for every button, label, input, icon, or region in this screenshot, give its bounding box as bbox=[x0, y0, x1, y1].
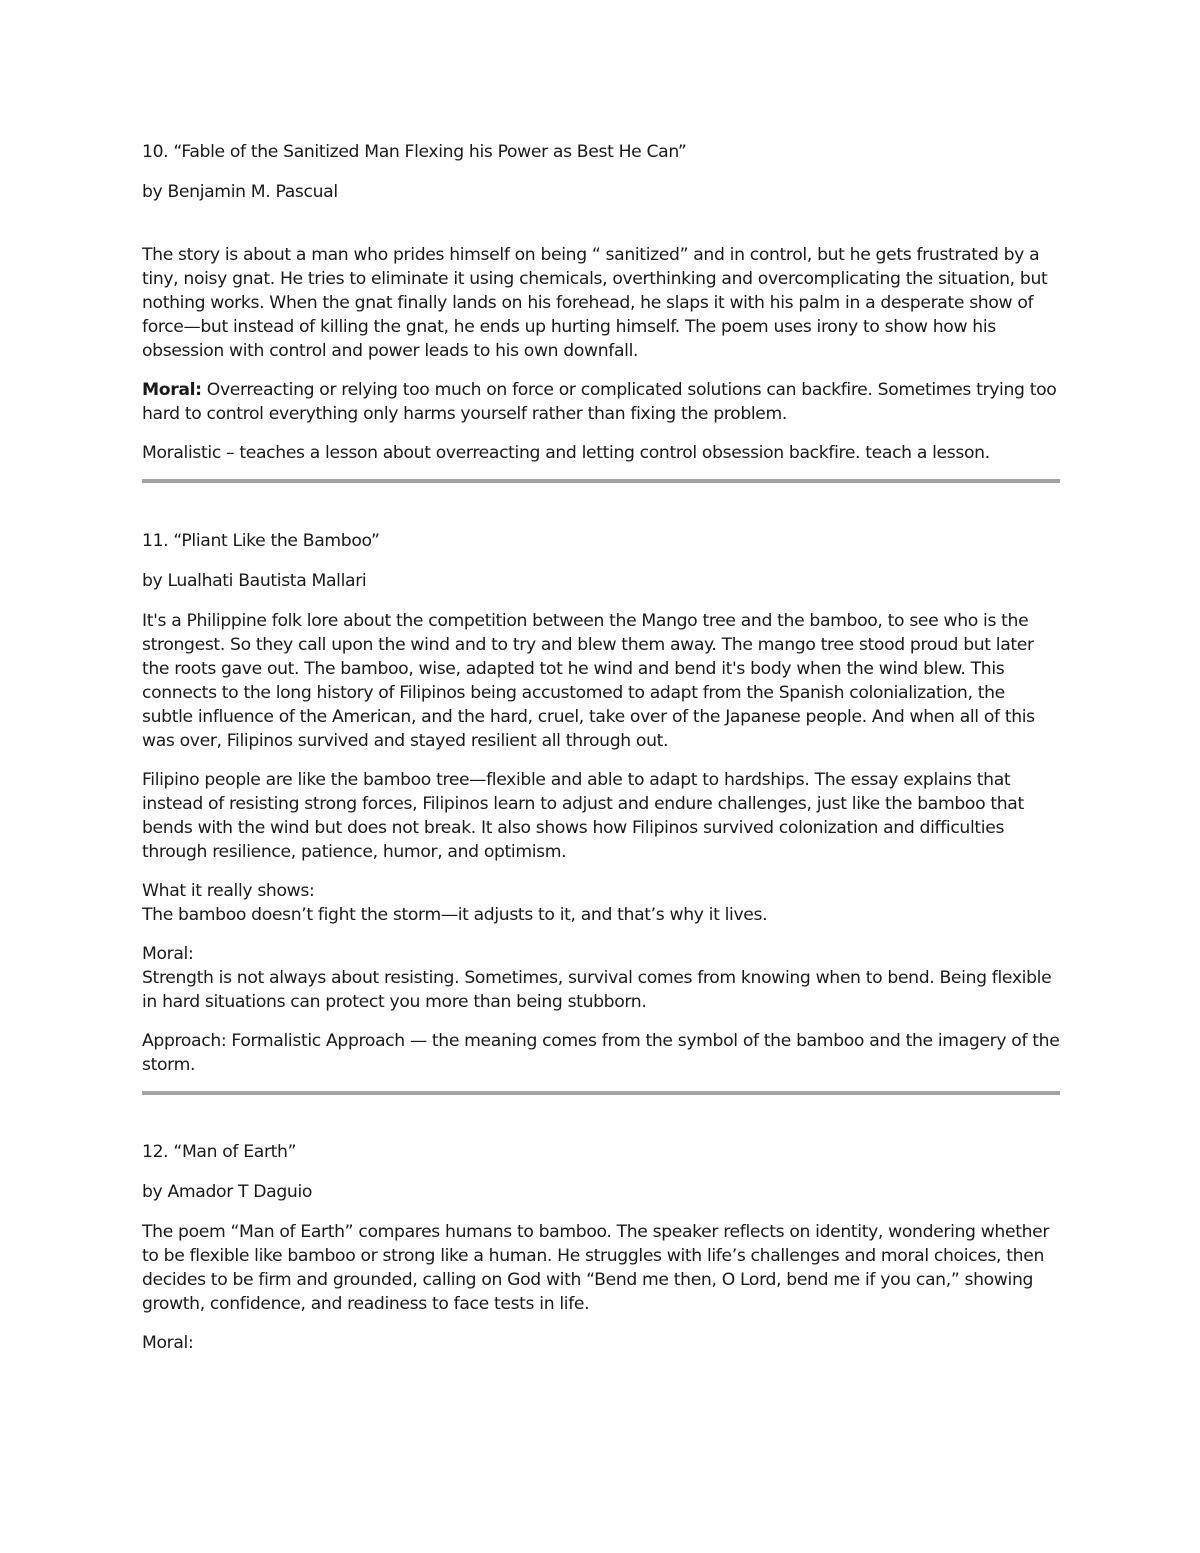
entry-approach: Moralistic – teaches a lesson about overreacting and letting control obsession backfire. teach a lesson. bbox=[142, 443, 990, 463]
moral-label: Moral: bbox=[142, 944, 194, 964]
entry-moral bbox=[142, 942, 1060, 1014]
document-page bbox=[142, 140, 1060, 1355]
entry-author: by Amador T Daguio bbox=[142, 1182, 313, 1202]
shows-label: What it really shows: bbox=[142, 881, 315, 901]
entry-summary: It's a Philippine folk lore about the competition between the Mango tree and the bamboo, to see who is the strongest. So they call upon the wind and to try and blew them away. The mango tree stood proud but later the roots gave out. The bamboo, wise, adapted tot he wind and bend it's body when the wind blew. This connects to the long history of Filipinos being accustomed to adapt from the Spanish colonialization, the subtle influence of the American, and the hard, cruel, take over of the Japanese people. And when all of this was over, Filipinos survived and stayed resilient all through out. bbox=[142, 611, 1035, 751]
entry-summary-2: Filipino people are like the bamboo tree—flexible and able to adapt to hardships. The essay explains that instead of resisting strong forces, Filipinos learn to adjust and endure challenges, just like the bamboo that bends with the wind but does not break. It also shows how Filipinos survived colonization and difficulties through resilience, patience, humor, and optimism. bbox=[142, 770, 1024, 862]
entry-fable-sanitized-man bbox=[142, 140, 1060, 465]
entry-summary: The story is about a man who prides himself on being “ sanitized” and in control, but he gets frustrated by a tiny, noisy gnat. He tries to eliminate it using chemicals, overthinking and overcomplicating the situation, but nothing works. When the gnat finally lands on his forehead, he slaps it with his palm in a desperate show of force—but instead of killing the gnat, he ends up hurting himself. The poem uses irony to show how his obsession with control and power leads to his own downfall. bbox=[142, 245, 1048, 361]
moral-text: Overreacting or relying too much on force or complicated solutions can backfire. Sometimes trying too hard to control everything only harms yourself rather than fixing the problem. bbox=[142, 380, 1057, 424]
entry-man-of-earth bbox=[142, 1140, 1060, 1355]
entry-title: 12. “Man of Earth” bbox=[142, 1142, 297, 1162]
section-divider bbox=[142, 1091, 1060, 1095]
entry-author: by Lualhati Bautista Mallari bbox=[142, 571, 367, 591]
entry-title: 10. “Fable of the Sanitized Man Flexing his Power as Best He Can” bbox=[142, 142, 687, 162]
entry-summary: The poem “Man of Earth” compares humans to bamboo. The speaker reflects on identity, wondering whether to be flexible like bamboo or strong like a human. He struggles with life’s challenges and moral choices, then decides to be firm and grounded, calling on God with “Bend me then, O Lord, bend me if you can,” showing growth, confidence, and readiness to face tests in life. bbox=[142, 1222, 1050, 1314]
entry-moral bbox=[142, 378, 1060, 426]
moral-text: Strength is not always about resisting. Sometimes, survival comes from knowing when to bend. Being flexible in hard situations can protect you more than being stubborn. bbox=[142, 968, 1052, 1012]
entry-approach: Approach: Formalistic Approach — the meaning comes from the symbol of the bamboo and the imagery of the storm. bbox=[142, 1031, 1060, 1075]
entry-author: by Benjamin M. Pascual bbox=[142, 182, 338, 202]
section-divider bbox=[142, 479, 1060, 483]
shows-text: The bamboo doesn’t fight the storm—it adjusts to it, and that’s why it lives. bbox=[142, 905, 768, 925]
entry-title: 11. “Pliant Like the Bamboo” bbox=[142, 531, 380, 551]
entry-pliant-like-bamboo bbox=[142, 529, 1060, 1077]
entry-shows bbox=[142, 879, 1060, 927]
moral-label: Moral: bbox=[142, 380, 202, 400]
moral-label: Moral: bbox=[142, 1333, 194, 1353]
